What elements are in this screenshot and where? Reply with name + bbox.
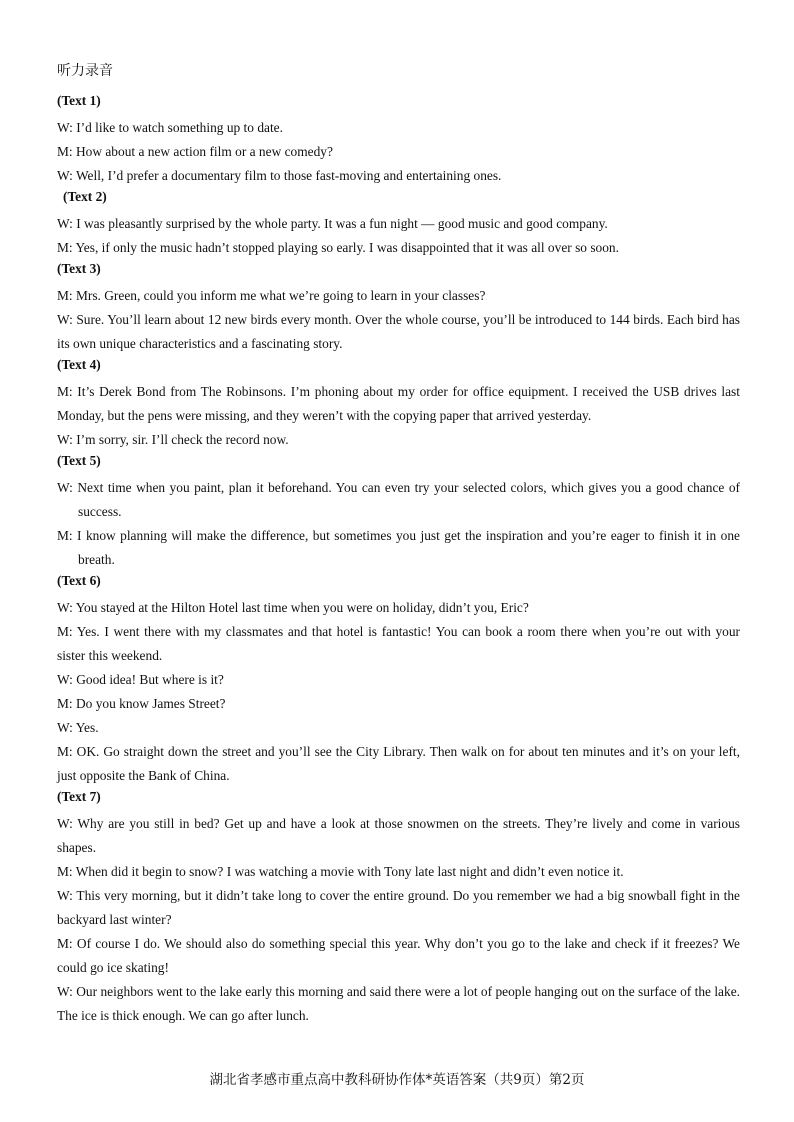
text-section	[57, 788, 740, 1028]
dialogue-line: M: It’s Derek Bond from The Robinsons. I’m phoning about my order for office equipment. I received the USB drives last Monday, but the pens were missing, and they weren’t with the copying paper that arrived yesterday.	[57, 384, 740, 423]
dialogue-line: W: Why are you still in bed? Get up and have a look at those snowmen on the streets. They’re lively and come in various shapes.	[57, 816, 740, 855]
text-label: (Text 5)	[57, 453, 101, 468]
text-section	[57, 572, 740, 788]
dialogue-line: M: Of course I do. We should also do something special this year. Why don’t you go to the lake and check if it freezes? We could go ice skating!	[57, 936, 740, 975]
dialogue-line: W: I was pleasantly surprised by the whole party. It was a fun night — good music and good company.	[57, 216, 608, 231]
dialogue-line: W: Yes.	[57, 720, 99, 735]
dialogue-line: M: When did it begin to snow? I was watching a movie with Tony late last night and didn’t even notice it.	[57, 864, 624, 879]
text-label: (Text 7)	[57, 789, 101, 804]
text-label: (Text 2)	[63, 189, 107, 204]
text-section	[57, 260, 740, 356]
text-label: (Text 1)	[57, 93, 101, 108]
text-label: (Text 4)	[57, 357, 101, 372]
dialogue-line: M: Do you know James Street?	[57, 696, 226, 711]
text-label: (Text 3)	[57, 261, 101, 276]
dialogue-line: W: Sure. You’ll learn about 12 new birds every month. Over the whole course, you’ll be introduced to 144 birds. Each bird has its own unique characteristics and a fascinating story.	[57, 312, 740, 351]
dialogue-line: W: Good idea! But where is it?	[57, 672, 224, 687]
page-title: 听力录音	[57, 63, 113, 79]
dialogue-line: W: You stayed at the Hilton Hotel last time when you were on holiday, didn’t you, Eric?	[57, 600, 529, 615]
dialogue-line: M: How about a new action film or a new comedy?	[57, 144, 333, 159]
dialogue-line: W: Next time when you paint, plan it beforehand. You can even try your selected colors, which gives you a good chance of success.	[57, 480, 740, 519]
dialogue-line: W: I’m sorry, sir. I’ll check the record now.	[57, 432, 289, 447]
dialogue-line: W: Our neighbors went to the lake early this morning and said there were a lot of people hanging out on the surface of the lake. The ice is thick enough. We can go after lunch.	[57, 984, 740, 1023]
page-footer: 湖北省孝感市重点高中教科研协作体*英语答案（共9页）第2页	[209, 1072, 585, 1088]
dialogue-line: M: OK. Go straight down the street and you’ll see the City Library. Then walk on for about ten minutes and it’s on your left, just opposite the Bank of China.	[57, 744, 740, 783]
text-section	[57, 92, 740, 188]
transcript-body	[57, 92, 740, 1028]
text-section	[57, 452, 740, 572]
dialogue-line: M: Yes, if only the music hadn’t stopped playing so early. I was disappointed that it was all over so soon.	[57, 240, 619, 255]
dialogue-line: W: Well, I’d prefer a documentary film to those fast-moving and entertaining ones.	[57, 168, 502, 183]
dialogue-line: M: Mrs. Green, could you inform me what we’re going to learn in your classes?	[57, 288, 486, 303]
dialogue-line: W: This very morning, but it didn’t take long to cover the entire ground. Do you remember we had a big snowball fight in the backyard last winter?	[57, 888, 740, 927]
dialogue-line: M: I know planning will make the difference, but sometimes you just get the inspiration and you’re eager to finish it in one breath.	[57, 528, 740, 567]
text-section	[57, 356, 740, 452]
dialogue-line: M: Yes. I went there with my classmates and that hotel is fantastic! You can book a room there when you’re out with your sister this weekend.	[57, 624, 740, 663]
text-label: (Text 6)	[57, 573, 101, 588]
text-section	[57, 188, 740, 260]
dialogue-line: W: I’d like to watch something up to date.	[57, 120, 283, 135]
